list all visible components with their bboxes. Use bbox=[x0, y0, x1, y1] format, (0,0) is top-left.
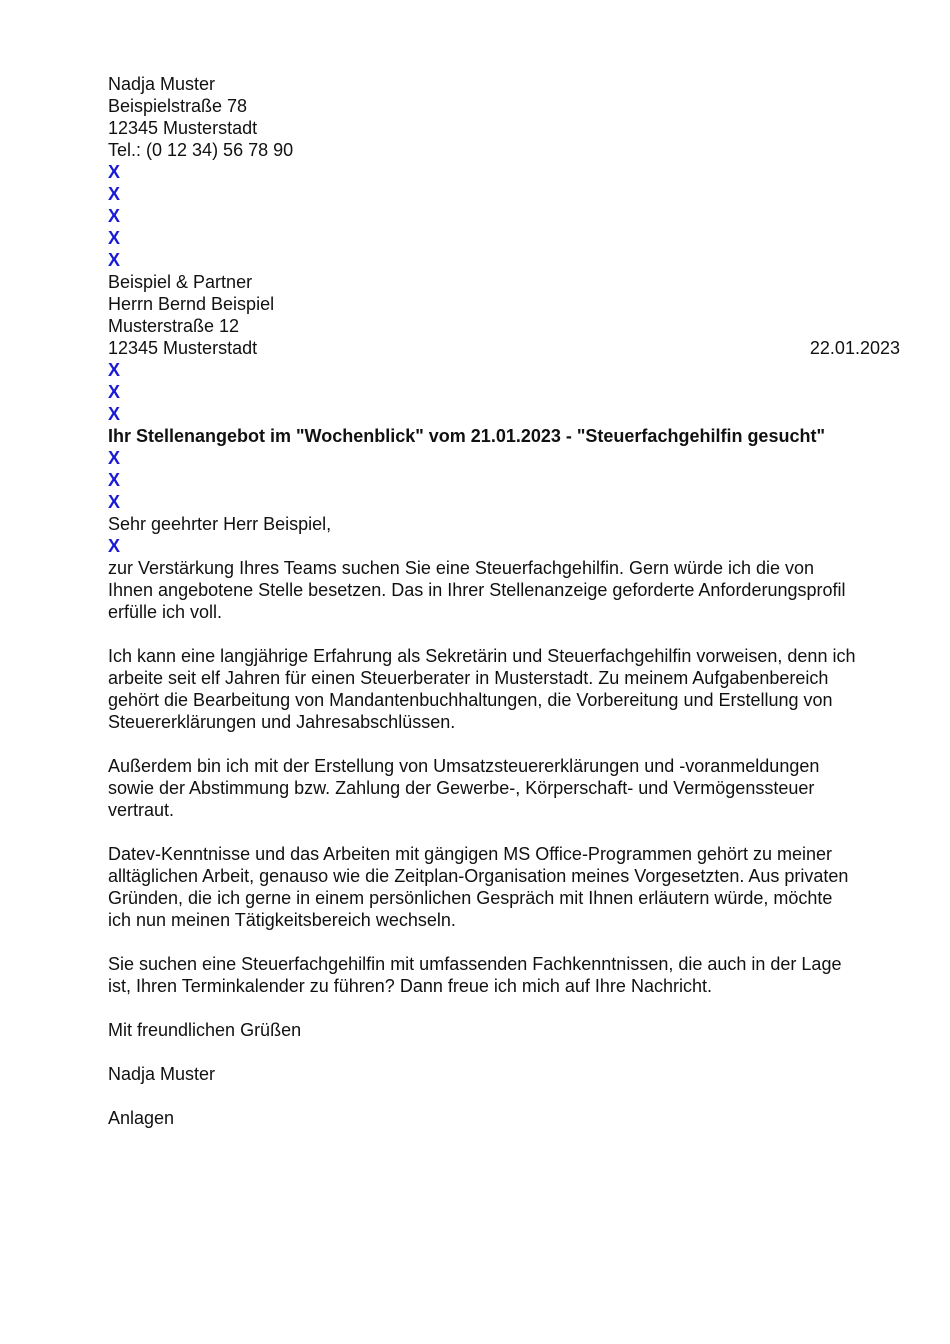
spacing-marker: X bbox=[108, 382, 121, 402]
spacing-marker: X bbox=[108, 162, 121, 182]
spacing-marker: X bbox=[108, 228, 121, 248]
body-paragraph bbox=[108, 755, 908, 821]
paragraph-line: Datev-Kenntnisse und das Arbeiten mit gängigen MS Office-Programmen gehört zu meiner bbox=[108, 844, 833, 864]
paragraph-line: ist, Ihren Terminkalender zu führen? Dann freue ich mich auf Ihre Nachricht. bbox=[108, 976, 712, 996]
paragraph-line: Außerdem bin ich mit der Erstellung von Umsatzsteuererklärungen und -voranmeldungen bbox=[108, 756, 820, 776]
spacing-marker: X bbox=[108, 536, 121, 556]
paragraph-line: zur Verstärkung Ihres Teams suchen Sie eine Steuerfachgehilfin. Gern würde ich die von bbox=[108, 558, 815, 578]
recipient-person: Herrn Bernd Beispiel bbox=[108, 294, 275, 314]
sender-phone: Tel.: (0 12 34) 56 78 90 bbox=[108, 140, 294, 160]
letter-date: 22.01.2023 bbox=[809, 338, 900, 358]
paragraph-line: vertraut. bbox=[108, 800, 175, 820]
paragraph-line: gehört die Bearbeitung von Mandantenbuchhaltungen, die Vorbereitung und Erstellung von bbox=[108, 690, 833, 710]
spacing-marker: X bbox=[108, 360, 121, 380]
recipient-block bbox=[108, 271, 908, 359]
spacing-marker: X bbox=[108, 404, 121, 424]
body-paragraph bbox=[108, 645, 908, 733]
sender-city: 12345 Musterstadt bbox=[108, 118, 258, 138]
letter-page bbox=[108, 73, 908, 1129]
spacing-marker: X bbox=[108, 448, 121, 468]
spacing-marker: X bbox=[108, 470, 121, 490]
paragraph-line: ich nun meinen Tätigkeitsbereich wechseln. bbox=[108, 910, 456, 930]
enclosures: Anlagen bbox=[108, 1108, 175, 1128]
paragraph-line: Sie suchen eine Steuerfachgehilfin mit umfassenden Fachkenntnissen, die auch in der Lage bbox=[108, 954, 842, 974]
paragraph-line: Ich kann eine langjährige Erfahrung als Sekretärin und Steuerfachgehilfin vorweisen, denn ich bbox=[108, 646, 856, 666]
spacing-marker: X bbox=[108, 492, 121, 512]
paragraph-line: Ihnen angebotene Stelle besetzen. Das in Ihrer Stellenanzeige geforderte Anforderungsprofil bbox=[108, 580, 846, 600]
paragraph-line: erfülle ich voll. bbox=[108, 602, 223, 622]
signature: Nadja Muster bbox=[108, 1064, 216, 1084]
body-paragraph bbox=[108, 557, 908, 623]
spacing-marker: X bbox=[108, 206, 121, 226]
recipient-city-date-row bbox=[108, 337, 908, 359]
spacing-marker: X bbox=[108, 250, 121, 270]
salutation: Sehr geehrter Herr Beispiel, bbox=[108, 514, 332, 534]
sender-block bbox=[108, 73, 908, 161]
body-paragraph bbox=[108, 843, 908, 931]
closing: Mit freundlichen Grüßen bbox=[108, 1020, 302, 1040]
sender-name: Nadja Muster bbox=[108, 74, 216, 94]
body-paragraph bbox=[108, 953, 908, 997]
paragraph-line: sowie der Abstimmung bzw. Zahlung der Gewerbe-, Körperschaft- und Vermögenssteuer bbox=[108, 778, 815, 798]
recipient-city: 12345 Musterstadt bbox=[108, 338, 258, 358]
recipient-company: Beispiel & Partner bbox=[108, 272, 253, 292]
paragraph-line: Steuererklärungen und Jahresabschlüssen. bbox=[108, 712, 456, 732]
paragraph-line: arbeite seit elf Jahren für einen Steuerberater in Musterstadt. Zu meinem Aufgabenbereich bbox=[108, 668, 829, 688]
recipient-street: Musterstraße 12 bbox=[108, 316, 240, 336]
paragraph-line: Gründen, die ich gerne in einem persönlichen Gespräch mit Ihnen erläutern würde, möchte bbox=[108, 888, 833, 908]
paragraph-line: alltäglichen Arbeit, genauso wie die Zeitplan-Organisation meines Vorgesetzten. Aus privaten bbox=[108, 866, 849, 886]
subject-line: Ihr Stellenangebot im "Wochenblick" vom 21.01.2023 - "Steuerfachgehilfin gesucht" bbox=[108, 426, 825, 446]
sender-street: Beispielstraße 78 bbox=[108, 96, 248, 116]
spacing-marker: X bbox=[108, 184, 121, 204]
